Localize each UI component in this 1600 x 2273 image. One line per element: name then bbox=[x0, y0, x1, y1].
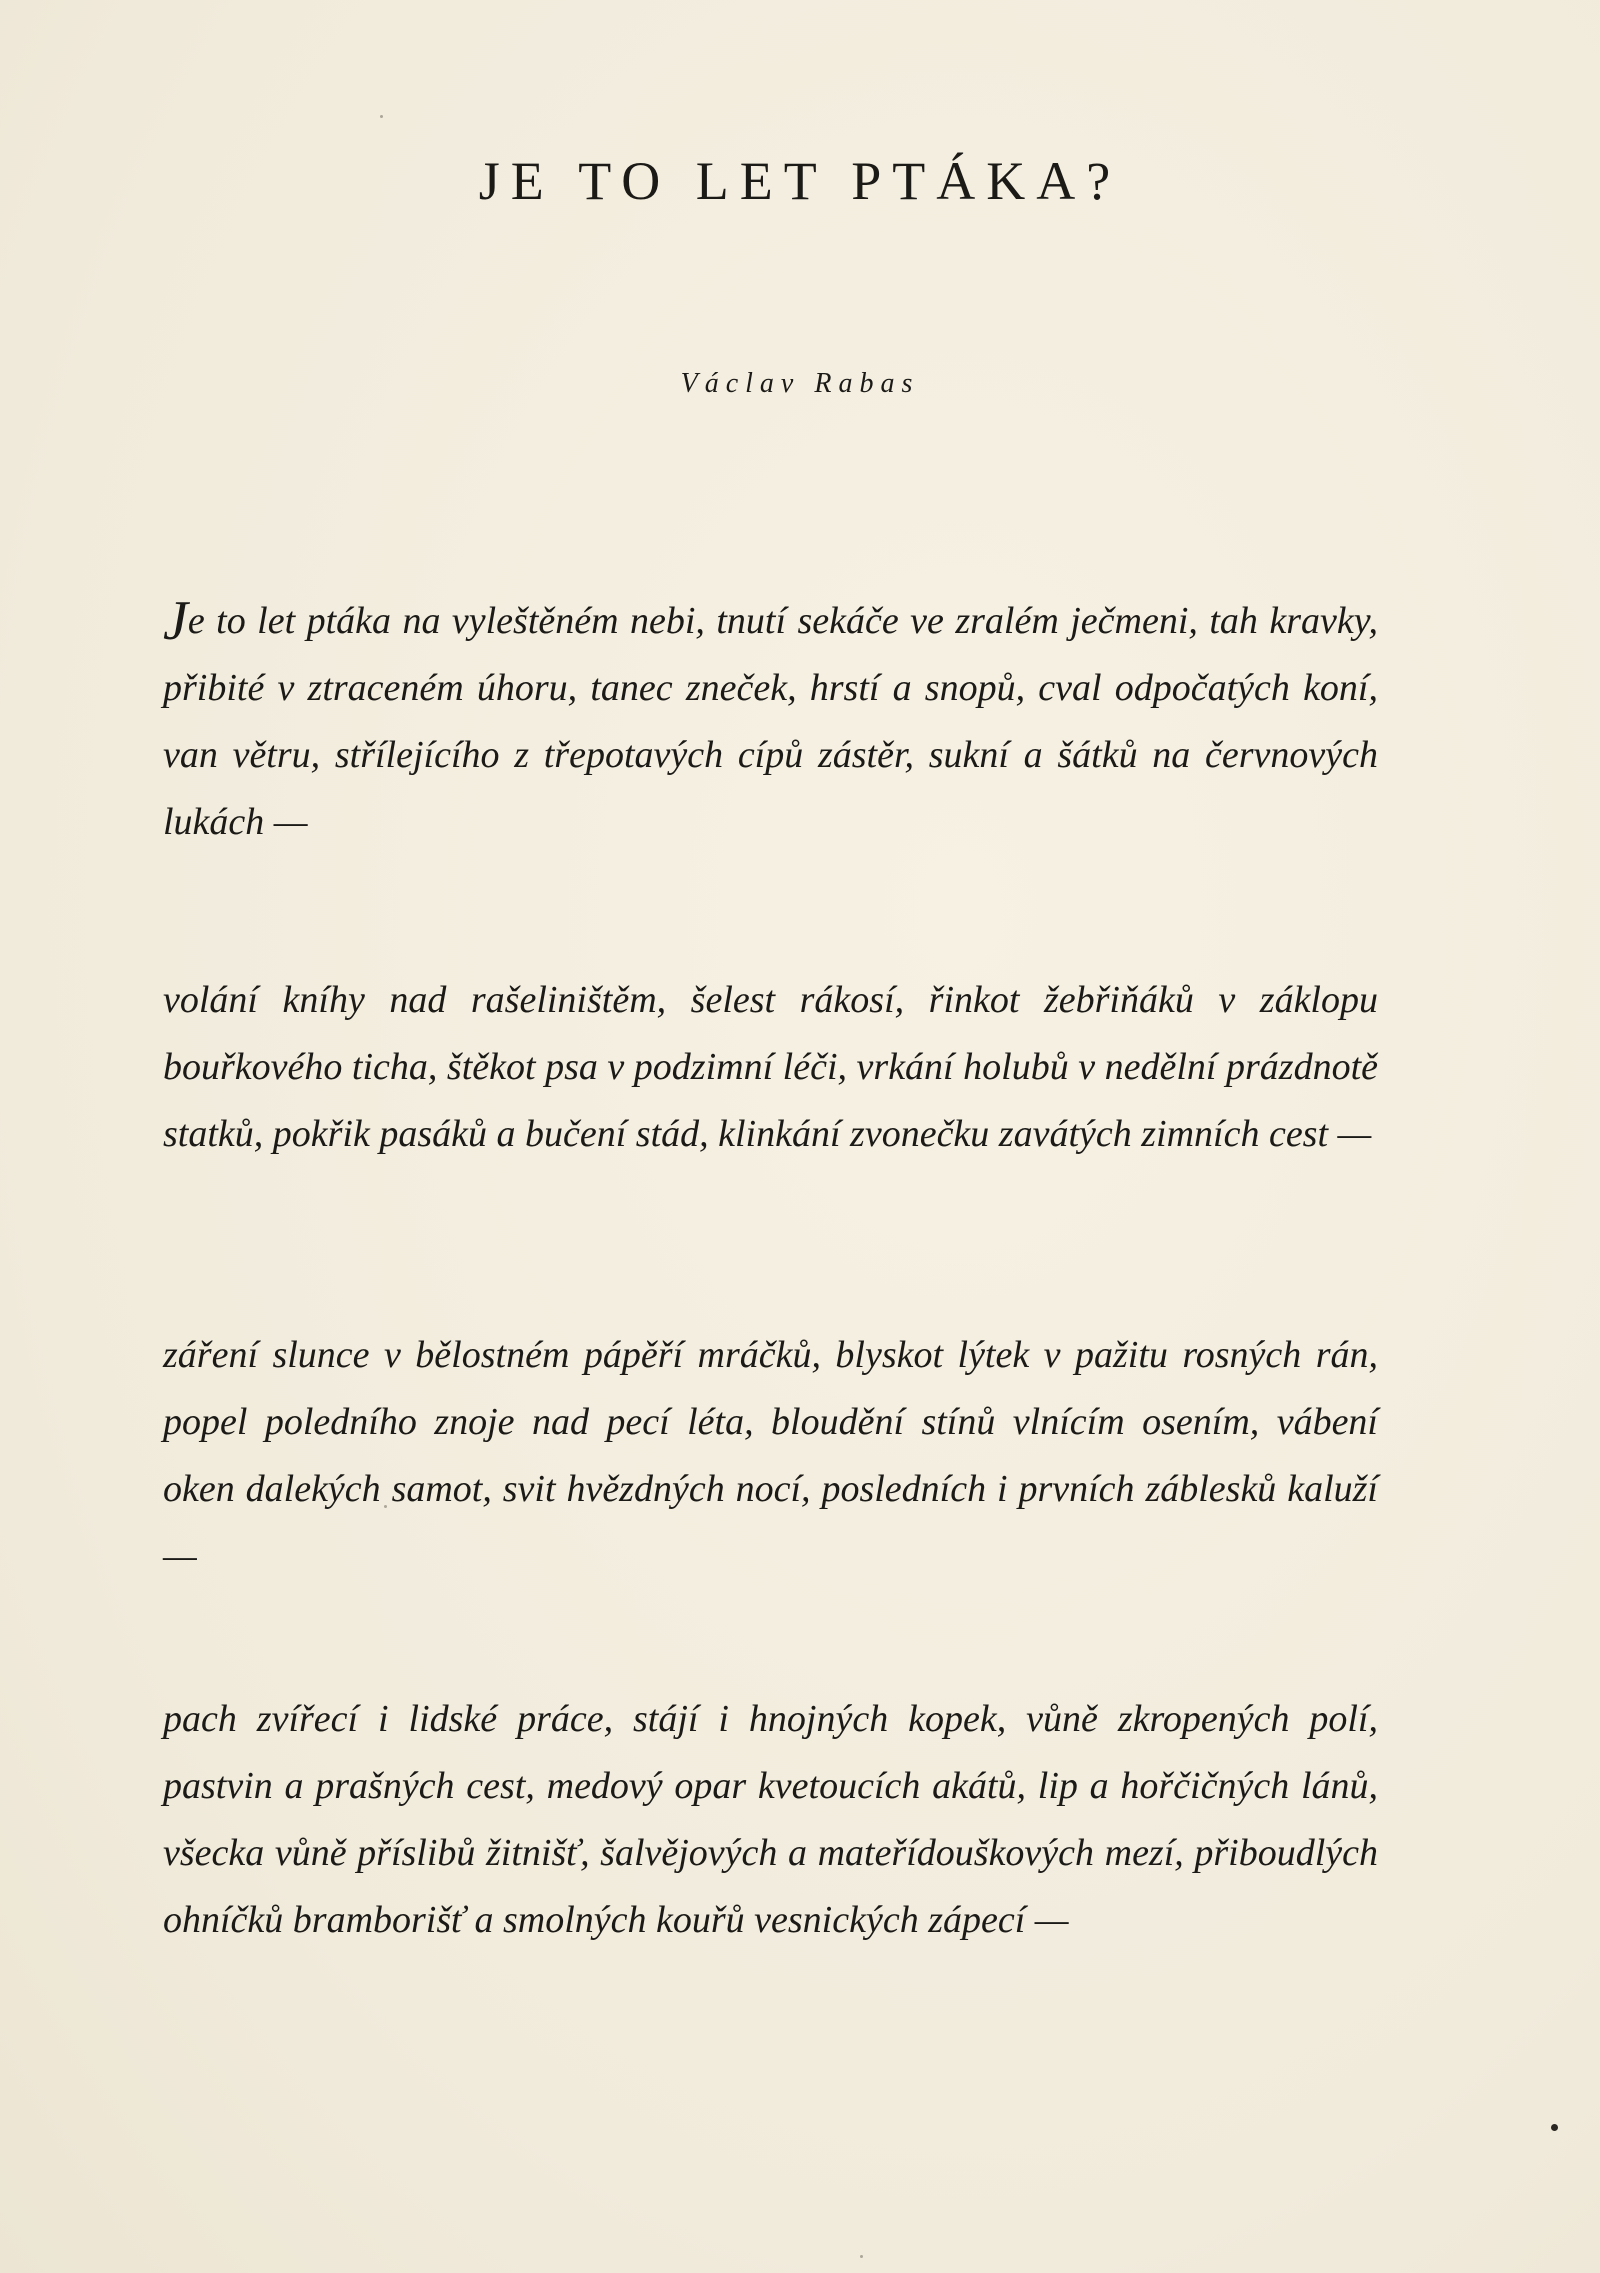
paragraph-2 bbox=[163, 967, 1378, 1168]
page-title: JE TO LET PTÁKA? bbox=[478, 151, 1122, 211]
author-name: Václav Rabas bbox=[680, 368, 920, 399]
paragraph-3 bbox=[163, 1322, 1378, 1590]
paragraph-1-text: e to let ptáka na vyleštěném nebi, tnutí sekáče ve zralém ječmeni, tah kravky, přibité v ztraceném úhoru, tanec zneček, hrstí a snopů, cval odpočatých koní, van větru, střílejícího z třepotavých cípů zástěr, sukní a šátků na červnových lukách — bbox=[163, 600, 1378, 843]
paragraph-2-text: volání kníhy nad rašeliništěm, šelest rákosí, řinkot žebřiňáků v záklopu bouřkového ticha, štěkot psa v podzimní léči, vrkání holubů v nedělní prázdnotě statků, pokřik pasáků a bučení stád, klinkání zvonečku zavátých zimních cest — bbox=[163, 979, 1378, 1155]
paper-speck bbox=[860, 2255, 863, 2258]
paper-speck bbox=[384, 1505, 387, 1508]
paragraph-1 bbox=[163, 588, 1378, 856]
paragraph-4 bbox=[163, 1686, 1378, 1954]
drop-cap: J bbox=[163, 590, 188, 652]
paragraph-3-text: záření slunce v bělostném pápěří mráčků, blyskot lýtek v pažitu rosných rán, popel poledního znoje nad pecí léta, bloudění stínů vlnícím osením, vábení oken dalekých samot, svit hvězdných nocí, posledních i prvních záblesků kaluží — bbox=[163, 1334, 1378, 1577]
paper-speck bbox=[380, 115, 383, 118]
paragraph-4-text: pach zvířecí i lidské práce, stájí i hnojných kopek, vůně zkropených polí, pastvin a prašných cest, medový opar kvetoucích akátů, lip a hořčičných lánů, všecka vůně příslibů žitnišť, šalvějových a mateřídouškových mezí, přiboudlých ohníčků bramborišť a smolných kouřů vesnických zápecí — bbox=[163, 1698, 1378, 1941]
ink-dot bbox=[1551, 2124, 1558, 2131]
